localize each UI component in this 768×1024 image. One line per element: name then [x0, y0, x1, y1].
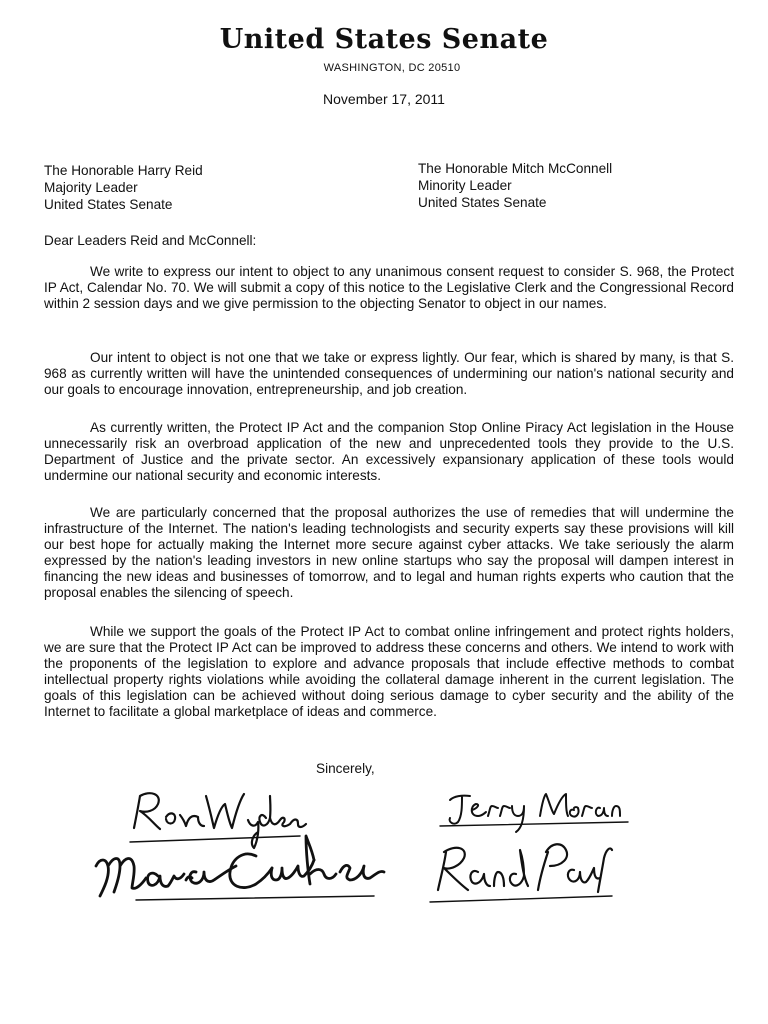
- signature-moran: [440, 794, 628, 832]
- recipient-org: United States Senate: [44, 197, 173, 212]
- letterhead-city: WASHINGTON, DC 20510: [323, 62, 461, 74]
- paragraph-3: [44, 420, 734, 484]
- paragraph-4: [44, 505, 734, 601]
- recipient-reid: [44, 162, 203, 213]
- closing: Sincerely,: [316, 761, 375, 776]
- letter-date: November 17, 2011: [323, 91, 445, 107]
- recipient-name: The Honorable Mitch McConnell: [418, 161, 613, 176]
- recipient-title: Majority Leader: [44, 180, 138, 195]
- paragraph-text: As currently written, the Protect IP Act and the companion Stop Online Piracy Act legislation in the House unnecessarily risk an overbroad application of the new and unprecedented tools they provide to the U.S. Department of Justice and the private sector. An excessively expansionary application of these tools would undermine our national security and economic interests.: [44, 420, 734, 483]
- paragraph-text: We are particularly concerned that the proposal authorizes the use of remedies that will undermine the infrastructure of the Internet. The nation's leading technologists and security experts say these provisions will kill our best hope for actually making the Internet more secure against cyber attacks. We take seriously the alarm expressed by the nation's leading investors in new online startups who say the proposal will dampen interest in financing the new ideas and businesses of tomorrow, and to legal and human rights experts who caution that the proposal enables the silencing of speech.: [44, 505, 734, 600]
- paragraph-text: We write to express our intent to object to any unanimous consent request to consider S. 968, the Protect IP Act, Calendar No. 70. We will submit a copy of this notice to the Legislative Clerk and the Congressional Record within 2 session days and we give permission to the objecting Senator to object in our names.: [44, 264, 734, 311]
- letterhead-title: United States Senate: [219, 24, 549, 55]
- signature-cantwell: [96, 836, 384, 900]
- recipient-title: Minority Leader: [418, 178, 512, 193]
- paragraph-2: [44, 350, 734, 398]
- recipient-mcconnell: [418, 160, 612, 211]
- paragraph-5: [44, 624, 734, 720]
- recipient-org: United States Senate: [418, 195, 547, 210]
- salutation: Dear Leaders Reid and McConnell:: [44, 233, 257, 248]
- paragraph-text: Our intent to object is not one that we take or express lightly. Our fear, which is shared by many, is that S. 968 as currently written will have the unintended consequences of undermining our nation's national security and our goals to encourage innovation, entrepreneurship, and job creation.: [44, 350, 734, 397]
- recipient-name: The Honorable Harry Reid: [44, 163, 203, 178]
- paragraph-1: [44, 264, 734, 312]
- signature-wyden: [130, 793, 306, 848]
- signature-paul: [430, 844, 612, 902]
- paragraph-text: While we support the goals of the Protect IP Act to combat online infringement and protect rights holders, we are sure that the Protect IP Act can be improved to address these concerns and others. We intend to work with the proponents of the legislation to explore and advance proposals that include effective methods to combat intellectual property rights violations while avoiding the collateral damage inherent in the current legislation. The goals of this legislation can be achieved without doing serious damage to cyber security and the ability of the Internet to facilitate a global marketplace of ideas and commerce.: [44, 624, 734, 719]
